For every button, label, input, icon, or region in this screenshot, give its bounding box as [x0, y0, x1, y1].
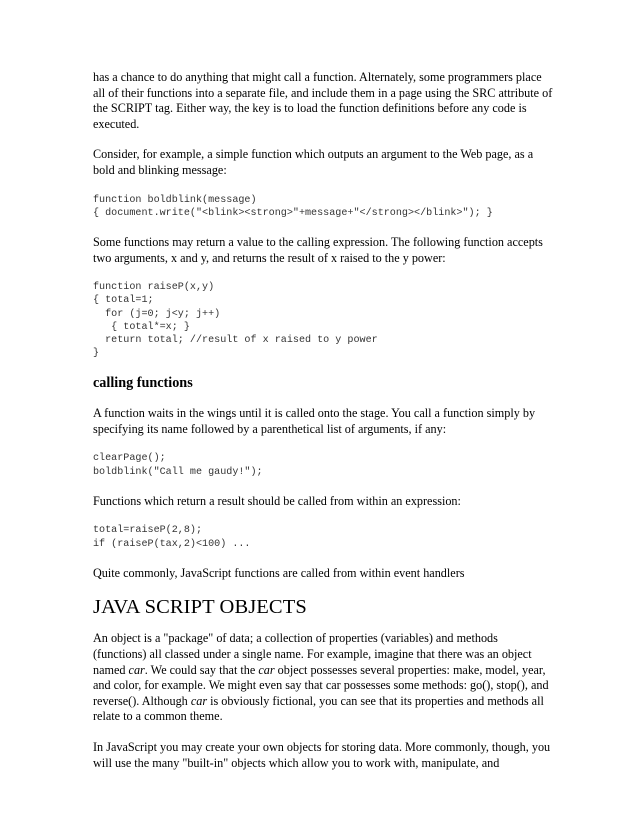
- code-line: if (raiseP(tax,2)<100) ...: [93, 538, 251, 550]
- paragraph-event-handlers: Quite commonly, JavaScript functions are called from within event handlers: [93, 565, 465, 580]
- code-line: boldblink("Call me gaudy!");: [93, 466, 263, 478]
- heading-calling-functions: calling functions: [93, 375, 193, 392]
- code-line: for (j=0; j<y; j++): [93, 308, 221, 320]
- paragraph-expression: Functions which return a result should be called from within an expression:: [93, 493, 461, 508]
- code-line: { total*=x; }: [93, 321, 190, 333]
- code-line: }: [93, 348, 100, 360]
- paragraph-intro: has a chance to do anything that might call a function. Alternately, some programmers place all of their functions into a separate file, and include them in a page using the SRC attribute of the SCRIPT tag. Either way, the key is to load the function definitions before any code is executed.: [93, 70, 553, 131]
- page-content: [93, 70, 553, 771]
- code-line: return total; //result of x raised to y power: [93, 334, 378, 346]
- text-run: is obviously fictional, you can see that its properties and methods all relate to a common theme.: [93, 693, 544, 724]
- paragraph-consider: Consider, for example, a simple function which outputs an argument to the Web page, as a bold and blinking message:: [93, 147, 534, 177]
- code-calls: [93, 452, 553, 478]
- code-line: function raiseP(x,y): [93, 282, 215, 294]
- paragraph-return-values: Some functions may return a value to the calling expression. The following function accepts two arguments, x and y, and returns the result of x raised to the y power:: [93, 234, 543, 265]
- paragraph-builtin-objects: In JavaScript you may create your own objects for storing data. More commonly, though, you will use the many "built-in" objects which allow you to work with, manipulate, and: [93, 739, 551, 770]
- code-raisep: [93, 281, 553, 360]
- emphasis-car: car: [190, 693, 208, 708]
- code-line: function boldblink(message): [93, 194, 257, 206]
- text-run: An object is a "package" of data; a collection of properties (variables) and methods (functions) all classed under a single name. For example, imagine that there was an object named: [93, 631, 532, 677]
- heading-javascript-objects: JAVA SCRIPT OBJECTS: [93, 596, 307, 619]
- code-line: clearPage();: [93, 453, 166, 465]
- code-line: { total=1;: [93, 295, 154, 307]
- code-line: { document.write("<blink><strong>"+message+"</strong></blink>"); }: [93, 207, 493, 219]
- paragraph-objects: [93, 631, 553, 725]
- code-boldblink: [93, 194, 553, 220]
- emphasis-car: car: [258, 662, 275, 677]
- text-run: . We could say that the: [144, 662, 259, 677]
- code-line: total=raiseP(2,8);: [93, 525, 203, 537]
- code-expression: [93, 524, 553, 550]
- emphasis-car: car: [128, 662, 145, 677]
- paragraph-calling: A function waits in the wings until it is called onto the stage. You call a function simply by specifying its name followed by a parenthetical list of arguments, if any:: [93, 406, 536, 436]
- text-run: object possesses several properties: make, model, year, and color, for example. We might even say that car possesses some methods: go(), stop(), and reverse(). Although: [93, 662, 549, 708]
